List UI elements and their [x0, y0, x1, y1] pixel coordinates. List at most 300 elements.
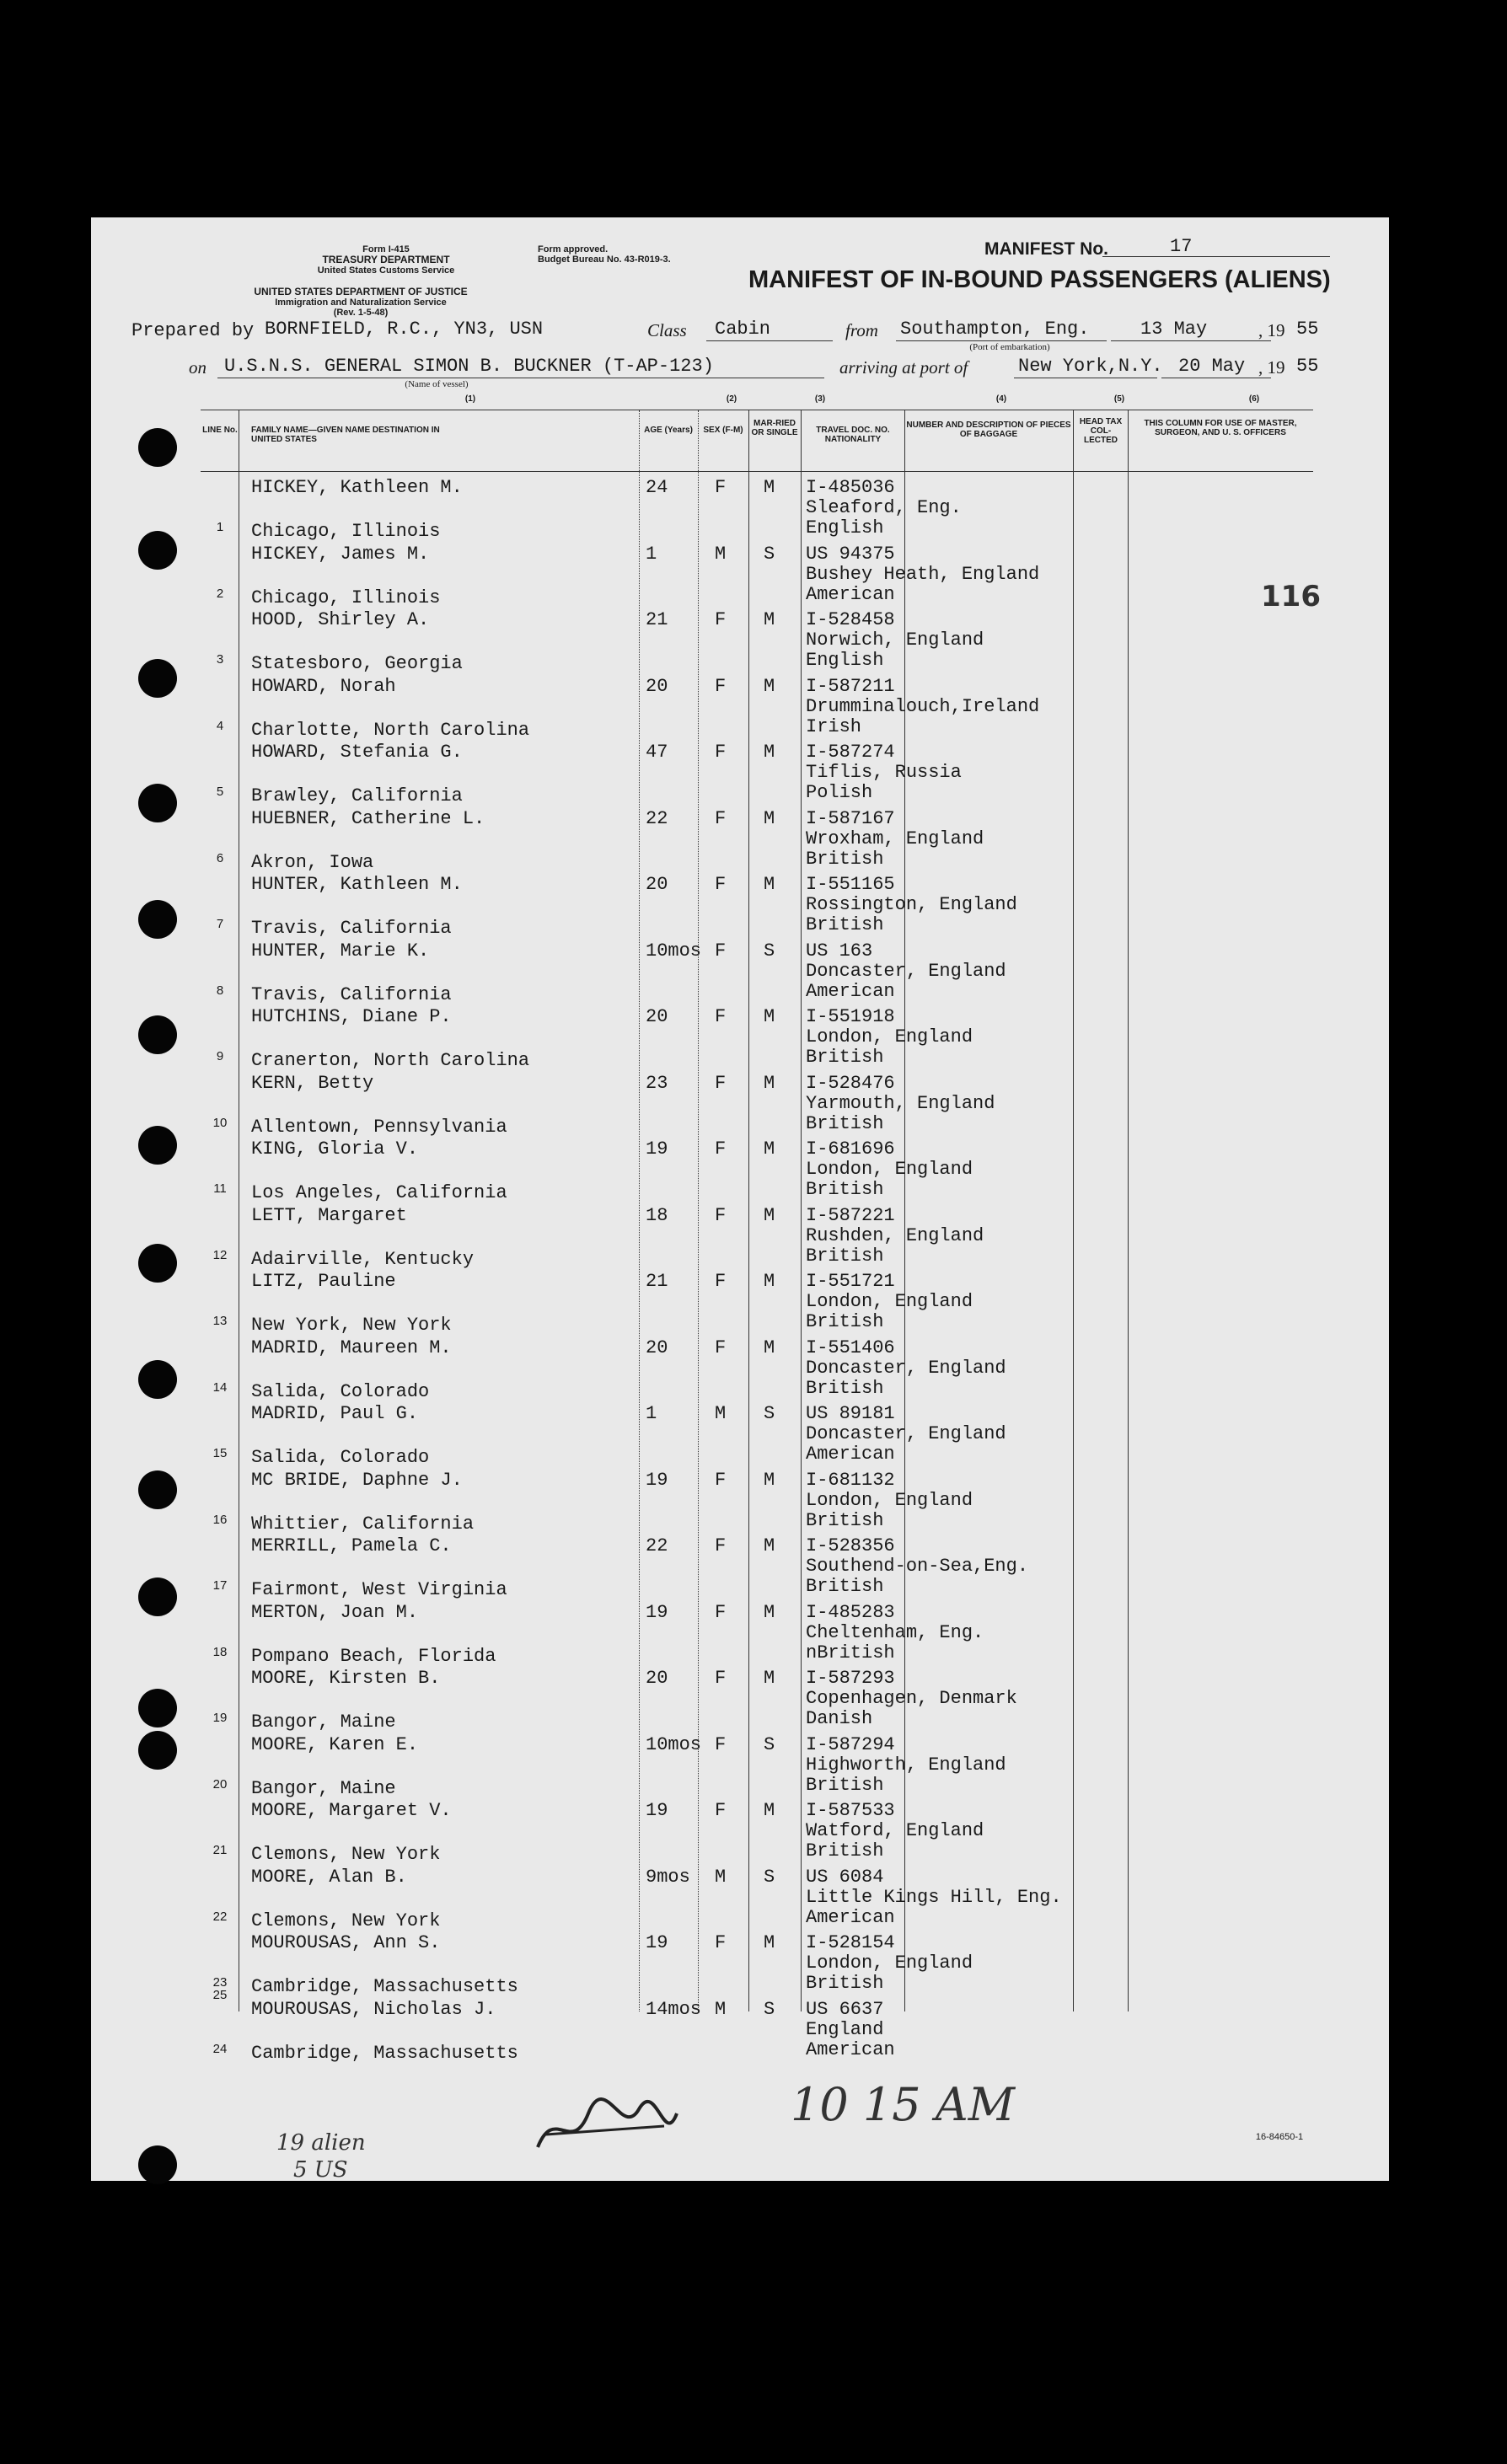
- time-note: 10 15 AM: [791, 2078, 1016, 2131]
- passenger-travel-doc: I-485036: [806, 477, 895, 498]
- passenger-destination: Salida, Colorado: [251, 1380, 430, 1402]
- passenger-birthplace: Cheltenham, Eng.: [806, 1621, 984, 1643]
- passenger-name: HUTCHINS, Diane P.: [251, 1006, 452, 1027]
- passenger-destination: Pompano Beach, Florida: [251, 1645, 496, 1667]
- line-number: 16: [212, 1512, 228, 1527]
- passenger-birthplace: Drumminalouch,Ireland: [806, 695, 1040, 717]
- passenger-age: 22: [646, 807, 668, 829]
- passenger-marital-status: M: [764, 807, 775, 829]
- passenger-name: HOOD, Shirley A.: [251, 609, 430, 630]
- line-number: 4: [216, 718, 224, 733]
- passenger-age: 47: [646, 742, 668, 763]
- passenger-travel-doc: I-551721: [806, 1271, 895, 1292]
- passenger-birthplace: Highworth, England: [806, 1754, 1006, 1776]
- col-header-name: FAMILY NAME—GIVEN NAME DESTINATION IN UNITED STATES: [251, 426, 440, 444]
- prepared-by: BORNFIELD, R.C., YN3, USN: [265, 319, 544, 340]
- passenger-marital-status: S: [764, 940, 775, 961]
- passenger-nationality: British: [806, 848, 884, 870]
- passenger-travel-doc: I-528476: [806, 1072, 895, 1094]
- col-header-baggage: NUMBER AND DESCRIPTION OF PIECES OF BAGGAGE: [906, 420, 1071, 439]
- passenger-sex: F: [715, 1668, 727, 1689]
- passenger-table: [201, 410, 1313, 2064]
- col-header-headtax: HEAD TAX COL-LECTED: [1079, 417, 1123, 445]
- line-number: 22: [212, 1909, 228, 1924]
- passenger-nationality: British: [806, 1774, 884, 1796]
- passenger-destination: Akron, Iowa: [251, 851, 374, 873]
- passenger-marital-status: S: [764, 543, 775, 565]
- passenger-age: 20: [646, 1336, 668, 1358]
- passenger-sex: F: [715, 1601, 727, 1623]
- table-row: [201, 1866, 1313, 1932]
- passenger-travel-doc: US 163: [806, 940, 873, 961]
- line-number: 17: [212, 1578, 228, 1593]
- passenger-marital-status: M: [764, 675, 775, 697]
- passenger-travel-doc: I-681696: [806, 1138, 895, 1160]
- passenger-marital-status: M: [764, 1204, 775, 1226]
- passenger-marital-status: M: [764, 1469, 775, 1491]
- embark-port: Southampton, Eng.: [900, 319, 1090, 340]
- passenger-age: 18: [646, 1204, 668, 1226]
- passenger-age: 10mos: [646, 940, 702, 961]
- class-value: Cabin: [715, 319, 771, 340]
- passenger-name: HOWARD, Norah: [251, 675, 396, 697]
- passenger-marital-status: S: [764, 1866, 775, 1888]
- line-number: 12: [212, 1247, 228, 1262]
- passenger-sex: M: [715, 1403, 727, 1424]
- form-code: 16-84650-1: [1255, 2132, 1304, 2142]
- passenger-marital-status: M: [764, 1932, 775, 1953]
- passenger-name: MADRID, Paul G.: [251, 1403, 419, 1424]
- table-row: [201, 1005, 1313, 1072]
- passenger-age: 10mos: [646, 1733, 702, 1755]
- col-number-1: (1): [464, 394, 476, 404]
- line-number: 1: [216, 520, 224, 534]
- passenger-sex: F: [715, 1469, 727, 1491]
- passenger-sex: F: [715, 609, 727, 630]
- passenger-destination: Salida, Colorado: [251, 1447, 430, 1468]
- passenger-marital-status: M: [764, 874, 775, 895]
- passenger-age: 22: [646, 1535, 668, 1556]
- passenger-name: HICKEY, Kathleen M.: [251, 477, 463, 498]
- col-number-6: (6): [1248, 394, 1260, 404]
- officer-number: 116: [1261, 580, 1321, 613]
- passenger-nationality: British: [806, 1509, 884, 1531]
- passenger-destination: Clemons, New York: [251, 1844, 441, 1865]
- punch-hole: [138, 659, 177, 698]
- passenger-nationality: British: [806, 1576, 884, 1597]
- manifest-number: 17: [1170, 236, 1193, 257]
- passenger-destination: Travis, California: [251, 918, 452, 939]
- passenger-age: 20: [646, 1006, 668, 1027]
- line-number: 14: [212, 1379, 228, 1395]
- passenger-sex: F: [715, 1336, 727, 1358]
- passenger-travel-doc: I-587167: [806, 807, 895, 829]
- passenger-nationality: British: [806, 1245, 884, 1267]
- passenger-nationality: American: [806, 1444, 895, 1465]
- passenger-nationality: American: [806, 1906, 895, 1928]
- col-header-travel: TRAVEL DOC. NO. NATIONALITY: [816, 426, 890, 444]
- passenger-destination: Adairville, Kentucky: [251, 1248, 475, 1270]
- line-number: 13: [212, 1314, 228, 1328]
- passenger-name: HUNTER, Kathleen M.: [251, 874, 463, 895]
- passenger-name: HOWARD, Stefania G.: [251, 742, 463, 763]
- line-number: 20: [212, 1776, 228, 1792]
- form-number: Form I-415: [362, 244, 410, 254]
- passenger-marital-status: M: [764, 1006, 775, 1027]
- initials-scribble: [529, 2088, 681, 2167]
- passenger-age: 23: [646, 1072, 668, 1094]
- passenger-travel-doc: I-528458: [806, 609, 895, 630]
- table-row: [201, 741, 1313, 807]
- line-number: 15: [212, 1446, 228, 1460]
- passenger-sex: M: [715, 1866, 727, 1888]
- passenger-name: MOORE, Alan B.: [251, 1866, 407, 1888]
- passenger-sex: F: [715, 807, 727, 829]
- line-number: 18: [212, 1644, 228, 1659]
- passenger-name: HICKEY, James M.: [251, 543, 430, 565]
- passenger-destination: Allentown, Pennsylvania: [251, 1116, 507, 1138]
- passenger-nationality: British: [806, 1047, 884, 1068]
- col-header-line: LINE No.: [202, 426, 238, 435]
- passenger-name: MC BRIDE, Daphne J.: [251, 1469, 463, 1491]
- table-row: [201, 873, 1313, 940]
- passenger-marital-status: M: [764, 1072, 775, 1094]
- table-row: [201, 1072, 1313, 1138]
- line-number: 23: [212, 1975, 228, 1990]
- col-number-2: (2): [726, 394, 737, 404]
- passenger-travel-doc: I-551165: [806, 874, 895, 895]
- punch-hole: [138, 784, 177, 822]
- passenger-name: HUEBNER, Catherine L.: [251, 807, 485, 829]
- treasury-dept: TREASURY DEPARTMENT: [322, 254, 450, 265]
- table-row: [201, 1270, 1313, 1336]
- passenger-travel-doc: I-587293: [806, 1668, 895, 1689]
- table-row: [201, 1667, 1313, 1733]
- passenger-destination: Bangor, Maine: [251, 1711, 396, 1733]
- passenger-sex: M: [715, 543, 727, 565]
- passenger-nationality: Irish: [806, 715, 862, 737]
- passenger-name: MOORE, Karen E.: [251, 1733, 419, 1755]
- arriving-label: arriving at port of: [839, 357, 968, 378]
- passenger-birthplace: London, England: [806, 1026, 973, 1047]
- passenger-marital-status: M: [764, 1138, 775, 1160]
- passenger-nationality: Polish: [806, 782, 873, 803]
- passenger-age: 19: [646, 1469, 668, 1491]
- passenger-sex: F: [715, 675, 727, 697]
- passenger-travel-doc: I-528154: [806, 1932, 895, 1953]
- passenger-sex: F: [715, 742, 727, 763]
- passenger-destination: Statesboro, Georgia: [251, 653, 463, 674]
- table-row: [201, 1733, 1313, 1800]
- table-row: [201, 1535, 1313, 1601]
- table-row: [201, 1931, 1313, 1998]
- passenger-name: MOUROUSAS, Nicholas J.: [251, 1998, 496, 2020]
- passenger-travel-doc: US 94375: [806, 543, 895, 565]
- passenger-destination: Bangor, Maine: [251, 1777, 396, 1799]
- passenger-destination: Cambridge, Massachusetts: [251, 1976, 518, 1997]
- passenger-nationality: English: [806, 650, 884, 671]
- class-underline: [706, 340, 833, 341]
- passenger-birthplace: Doncaster, England: [806, 1357, 1006, 1379]
- passenger-marital-status: M: [764, 1271, 775, 1292]
- passenger-nationality: British: [806, 1973, 884, 1994]
- passenger-sex: F: [715, 1271, 727, 1292]
- passenger-sex: M: [715, 1998, 727, 2020]
- passenger-marital-status: M: [764, 477, 775, 498]
- class-label: Class: [647, 320, 687, 340]
- punch-hole: [138, 1731, 177, 1770]
- table-row: [201, 1204, 1313, 1271]
- passenger-marital-status: M: [764, 1601, 775, 1623]
- passenger-nationality: British: [806, 1311, 884, 1332]
- from-label: from: [845, 320, 878, 340]
- passenger-destination: Chicago, Illinois: [251, 521, 441, 542]
- passenger-sex: F: [715, 874, 727, 895]
- passenger-birthplace: Copenhagen, Denmark: [806, 1688, 1017, 1709]
- vessel-caption: (Name of vessel): [405, 379, 469, 389]
- passenger-destination: Brawley, California: [251, 785, 463, 806]
- passenger-birthplace: Rossington, England: [806, 894, 1017, 915]
- passenger-marital-status: M: [764, 1800, 775, 1821]
- passenger-birthplace: England: [806, 2018, 884, 2040]
- passenger-birthplace: London, England: [806, 1952, 973, 1974]
- passenger-birthplace: London, England: [806, 1291, 973, 1312]
- table-row: [201, 807, 1313, 874]
- passenger-name: MOUROUSAS, Ann S.: [251, 1932, 441, 1953]
- vessel-name: U.S.N.S. GENERAL SIMON B. BUCKNER (T-AP-123): [224, 356, 714, 377]
- passenger-destination: Cranerton, North Carolina: [251, 1050, 530, 1071]
- passenger-age: 20: [646, 874, 668, 895]
- line-number: 10: [212, 1115, 228, 1130]
- line-number: 19: [212, 1711, 228, 1725]
- col-number-3: (3): [814, 394, 826, 404]
- punch-hole: [138, 1360, 177, 1399]
- on-label: on: [189, 357, 206, 378]
- passenger-nationality: American: [806, 2038, 895, 2060]
- budget-bureau: Budget Bureau No. 43-R019-3.: [538, 254, 671, 265]
- col-header-officers: THIS COLUMN FOR USE OF MASTER, SURGEON, AND U. S. OFFICERS: [1144, 419, 1297, 437]
- passenger-age: 21: [646, 609, 668, 630]
- punch-hole: [138, 1689, 177, 1727]
- passenger-marital-status: M: [764, 1535, 775, 1556]
- line-number: 11: [213, 1181, 227, 1196]
- passenger-marital-status: M: [764, 1336, 775, 1358]
- passenger-sex: F: [715, 1138, 727, 1160]
- table-row: [201, 1402, 1313, 1469]
- line-number: 21: [212, 1843, 228, 1857]
- form-revision: (Rev. 1-5-48): [333, 308, 389, 318]
- depart-year-prefix: , 19: [1258, 320, 1285, 340]
- embark-underline: [896, 340, 1107, 341]
- passenger-birthplace: Sleaford, Eng.: [806, 497, 962, 518]
- table-row: [201, 1336, 1313, 1403]
- passenger-birthplace: Rushden, England: [806, 1224, 984, 1246]
- table-row: [201, 1799, 1313, 1866]
- table-row: [201, 675, 1313, 742]
- passenger-marital-status: S: [764, 1998, 775, 2020]
- customs-service: United States Customs Service: [317, 265, 455, 276]
- passenger-destination: Travis, California: [251, 983, 452, 1005]
- passenger-travel-doc: I-551918: [806, 1006, 895, 1027]
- passenger-age: 21: [646, 1271, 668, 1292]
- passenger-marital-status: M: [764, 742, 775, 763]
- col-header-age: AGE (Years): [644, 426, 693, 435]
- passenger-name: MOORE, Margaret V.: [251, 1800, 452, 1821]
- passenger-destination: Cambridge, Massachusetts: [251, 2042, 518, 2064]
- passenger-birthplace: Doncaster, England: [806, 960, 1006, 982]
- passenger-birthplace: Southend-on-Sea,Eng.: [806, 1556, 1029, 1577]
- manifest-paper: [91, 217, 1389, 2181]
- passenger-marital-status: M: [764, 1668, 775, 1689]
- scribble-signature: [529, 2088, 681, 2164]
- passenger-travel-doc: US 89181: [806, 1403, 895, 1424]
- arrival-port: New York,N.Y.: [1018, 356, 1163, 377]
- passenger-travel-doc: I-587274: [806, 742, 895, 763]
- line-number: 24: [212, 2041, 228, 2056]
- passenger-age: 9mos: [646, 1866, 690, 1888]
- punch-hole: [138, 1470, 177, 1509]
- passenger-travel-doc: I-587533: [806, 1800, 895, 1821]
- passenger-age: 1: [646, 543, 657, 565]
- passenger-name: KING, Gloria V.: [251, 1138, 419, 1160]
- table-row: [201, 1601, 1313, 1668]
- arrival-year: 55: [1296, 356, 1319, 377]
- passenger-travel-doc: I-485283: [806, 1601, 895, 1623]
- passenger-destination: Chicago, Illinois: [251, 587, 441, 608]
- passenger-name: MOORE, Kirsten B.: [251, 1668, 441, 1689]
- passenger-birthplace: Bushey Heath, England: [806, 563, 1040, 585]
- passenger-travel-doc: I-587211: [806, 675, 895, 697]
- table-row: [201, 1998, 1313, 2065]
- arrival-date: 20 May: [1178, 356, 1246, 377]
- depart-underline: [1111, 340, 1271, 341]
- passenger-nationality: American: [806, 583, 895, 605]
- passenger-sex: F: [715, 1006, 727, 1027]
- passenger-name: MERTON, Joan M.: [251, 1601, 419, 1623]
- passenger-age: 24: [646, 477, 668, 498]
- punch-hole: [138, 1577, 177, 1616]
- passenger-birthplace: Yarmouth, England: [806, 1092, 995, 1114]
- line-number: 9: [216, 1049, 224, 1063]
- line-number: 3: [216, 652, 224, 667]
- passenger-marital-status: M: [764, 609, 775, 630]
- passenger-nationality: British: [806, 1840, 884, 1861]
- punch-hole: [138, 1126, 177, 1165]
- table-row: [201, 476, 1313, 543]
- passenger-birthplace: Tiflis, Russia: [806, 762, 962, 783]
- passenger-age: 14mos: [646, 1998, 702, 2020]
- passenger-nationality: British: [806, 1377, 884, 1399]
- prepared-label: Prepared by: [131, 320, 255, 341]
- passenger-name: MERRILL, Pamela C.: [251, 1535, 452, 1556]
- passenger-sex: F: [715, 1733, 727, 1755]
- passenger-travel-doc: US 6084: [806, 1866, 884, 1888]
- passenger-name: HUNTER, Marie K.: [251, 940, 430, 961]
- passenger-travel-doc: I-528356: [806, 1535, 895, 1556]
- passenger-birthplace: London, England: [806, 1489, 973, 1511]
- passenger-nationality: British: [806, 1179, 884, 1200]
- col-number-4: (4): [995, 394, 1007, 404]
- header-rule: [201, 471, 1313, 472]
- passenger-name: MADRID, Maureen M.: [251, 1336, 452, 1358]
- bottom-note-us: 5 US: [293, 2157, 348, 2183]
- table-row: [201, 608, 1313, 675]
- passenger-nationality: English: [806, 517, 884, 538]
- table-row: [201, 1138, 1313, 1204]
- bottom-note-aliens: 19 alien: [276, 2130, 366, 2156]
- col-number-5: (5): [1113, 394, 1125, 404]
- passenger-destination: Fairmont, West Virginia: [251, 1579, 507, 1600]
- punch-hole: [138, 531, 177, 570]
- manifest-title: MANIFEST OF IN-BOUND PASSENGERS (ALIENS): [748, 266, 1331, 293]
- passenger-marital-status: S: [764, 1403, 775, 1424]
- passenger-age: 19: [646, 1601, 668, 1623]
- passenger-birthplace: Doncaster, England: [806, 1423, 1006, 1444]
- punch-hole: [138, 900, 177, 939]
- passenger-age: 20: [646, 675, 668, 697]
- passenger-nationality: British: [806, 914, 884, 935]
- passenger-sex: F: [715, 1204, 727, 1226]
- passenger-travel-doc: I-587221: [806, 1204, 895, 1226]
- passenger-travel-doc: I-681132: [806, 1469, 895, 1491]
- punch-hole: [138, 1244, 177, 1283]
- passenger-birthplace: Wroxham, England: [806, 828, 984, 849]
- justice-dept: UNITED STATES DEPARTMENT OF JUSTICE: [254, 286, 468, 297]
- ins-service: Immigration and Naturalization Service: [275, 297, 447, 308]
- passenger-destination: Charlotte, North Carolina: [251, 719, 530, 741]
- passenger-travel-doc: US 6637: [806, 1998, 884, 2020]
- passenger-name: LETT, Margaret: [251, 1204, 407, 1226]
- passenger-destination: Los Angeles, California: [251, 1182, 507, 1203]
- line-number: 5: [216, 785, 224, 799]
- depart-year: 55: [1296, 319, 1319, 340]
- passenger-travel-doc: I-551406: [806, 1336, 895, 1358]
- manifest-underline: [1102, 256, 1330, 257]
- last-line-number: 25: [212, 1988, 228, 2002]
- form-approved: Form approved.: [538, 244, 609, 254]
- passenger-birthplace: Little Kings Hill, Eng.: [806, 1886, 1062, 1908]
- line-number: 6: [216, 850, 224, 865]
- passenger-age: 20: [646, 1668, 668, 1689]
- passenger-age: 19: [646, 1932, 668, 1953]
- passenger-sex: F: [715, 477, 727, 498]
- passenger-nationality: American: [806, 980, 895, 1002]
- passenger-name: LITZ, Pauline: [251, 1271, 396, 1292]
- passenger-sex: F: [715, 1535, 727, 1556]
- passenger-sex: F: [715, 1932, 727, 1953]
- line-number: 2: [216, 586, 224, 601]
- table-row: [201, 543, 1313, 609]
- punch-hole: [138, 1015, 177, 1054]
- passenger-birthplace: London, England: [806, 1159, 973, 1180]
- passenger-nationality: British: [806, 1112, 884, 1134]
- embark-caption: (Port of embarkation): [969, 342, 1050, 352]
- punch-hole: [138, 428, 177, 467]
- passenger-marital-status: S: [764, 1733, 775, 1755]
- passenger-nationality: nBritish: [806, 1642, 895, 1663]
- passenger-name: KERN, Betty: [251, 1072, 374, 1094]
- passenger-nationality: Danish: [806, 1708, 873, 1729]
- table-row: [201, 940, 1313, 1006]
- col-header-sex: SEX (F-M): [703, 426, 743, 435]
- passenger-age: 19: [646, 1138, 668, 1160]
- passenger-destination: New York, New York: [251, 1315, 452, 1336]
- passenger-age: 19: [646, 1800, 668, 1821]
- depart-date: 13 May: [1140, 319, 1208, 340]
- passenger-sex: F: [715, 1072, 727, 1094]
- passenger-sex: F: [715, 1800, 727, 1821]
- passenger-birthplace: Norwich, England: [806, 629, 984, 651]
